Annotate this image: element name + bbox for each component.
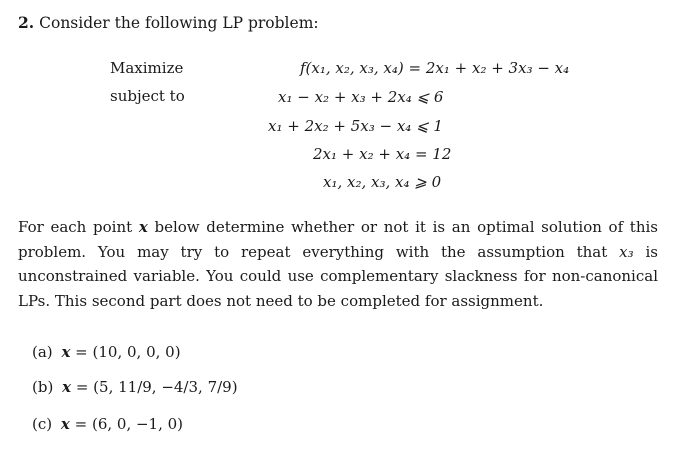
problem-heading — [18, 13, 319, 32]
point-b — [32, 378, 238, 396]
objective-function — [300, 59, 569, 77]
paragraph-part-2: below determine whether or not it is an optimal solution of this problem. You may try to repeat everything with the assumption that — [18, 218, 658, 261]
instructions-paragraph — [18, 215, 658, 313]
problem-heading-text: Consider the following LP problem: — [39, 14, 319, 32]
point-a-value: (10, 0, 0, 0) — [92, 343, 181, 361]
point-vector-symbol: x — [138, 218, 148, 236]
subject-to-label: subject to — [110, 87, 185, 105]
point-a — [32, 343, 181, 361]
point-c-value: (6, 0, −1, 0) — [91, 415, 184, 433]
point-c-vector: x — [60, 415, 70, 433]
objective-text: f(x₁, x₂, x₃, x₄) = 2x₁ + x₂ + 3x₃ − x₄ — [300, 59, 570, 77]
constraint-2: x₁ + 2x₂ + 5x₃ − x₄ ⩽ 1 — [268, 117, 443, 135]
problem-number: 2. — [18, 13, 35, 32]
point-a-equals: = — [75, 343, 93, 361]
unconstrained-variable: x₃ — [619, 242, 634, 261]
point-b-label: (b) — [32, 378, 54, 396]
paragraph-part-3: is unconstrained variable. You could use complementary slackness for non-canonical LPs. This second part does not need to be completed for assignment. — [18, 242, 658, 310]
constraint-3: 2x₁ + x₂ + x₄ = 12 — [313, 145, 452, 163]
paragraph-part-1: For each point — [18, 218, 133, 236]
constraint-1: x₁ − x₂ + x₃ + 2x₄ ⩽ 6 — [278, 88, 444, 106]
point-a-label: (a) — [32, 343, 53, 361]
point-b-value: (5, 11/9, −4/3, 7/9) — [93, 378, 238, 396]
point-c — [32, 415, 183, 433]
nonnegativity-constraint: x₁, x₂, x₃, x₄ ⩾ 0 — [323, 173, 442, 191]
point-c-label: (c) — [32, 415, 53, 433]
point-b-vector: x — [62, 378, 72, 396]
point-b-equals: = — [75, 378, 94, 396]
maximize-label: Maximize — [110, 59, 184, 77]
point-a-vector: x — [61, 343, 71, 361]
point-c-equals: = — [74, 415, 92, 433]
